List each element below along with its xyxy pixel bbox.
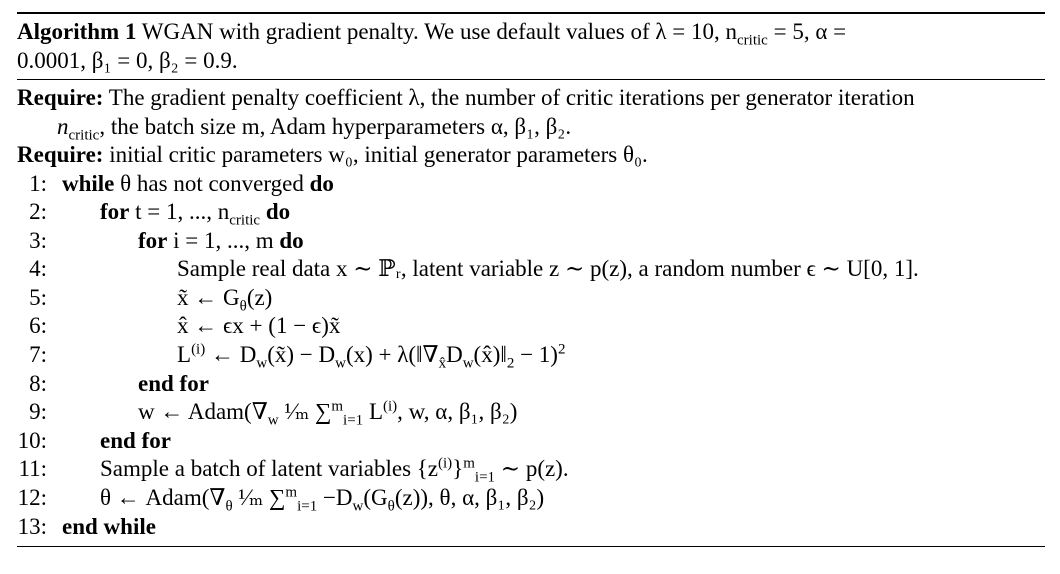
line-number: 9: xyxy=(29,399,47,425)
line-text: w ← Adam(∇ xyxy=(138,399,268,425)
line-sub: θ xyxy=(239,298,247,315)
line-sub: w xyxy=(256,355,268,372)
keyword-end-for: end for xyxy=(100,427,171,453)
algorithm-body xyxy=(17,80,1045,544)
keyword-do: do xyxy=(309,170,334,196)
line-sub: θ xyxy=(387,498,395,515)
line-sup: 2 xyxy=(557,341,566,358)
keyword-for: for xyxy=(138,227,168,253)
line-text: ← D xyxy=(205,342,257,368)
line-number: 8: xyxy=(29,370,47,396)
caption-title-rest: = 5, α = xyxy=(767,19,847,44)
line-sup: (i) xyxy=(191,341,206,358)
algo-line-11 xyxy=(17,455,1045,487)
line-sub: i=1 xyxy=(297,498,318,515)
bottom-rule xyxy=(17,546,1045,547)
line-content xyxy=(62,170,334,199)
line-text: x̂ ← ϵx + (1 − ϵ)x̃ xyxy=(177,313,341,339)
algorithm-caption xyxy=(17,14,1045,79)
line-number: 12: xyxy=(17,485,47,511)
line-number: 10: xyxy=(17,427,47,453)
algorithm-label: Algorithm 1 xyxy=(17,19,137,44)
line-sub: i=1 xyxy=(343,412,364,429)
line-number: 7: xyxy=(29,342,47,368)
line-content xyxy=(138,398,517,427)
algo-line-10 xyxy=(17,427,1045,456)
line-sup: (i) xyxy=(383,398,398,415)
algo-line-3 xyxy=(17,227,1045,256)
line-sup: m xyxy=(285,484,298,501)
line-content xyxy=(100,198,290,227)
algo-line-9 xyxy=(17,398,1045,427)
require-cont-rest: , the batch size m, Adam hyperparameters α, β₁, β₂. xyxy=(99,113,572,139)
line-content xyxy=(100,484,544,513)
keyword-end-for: end for xyxy=(138,370,209,396)
line-sup: (i) xyxy=(438,455,453,472)
algo-line-1 xyxy=(17,170,1045,199)
line-text: (x̃) − D xyxy=(267,342,336,368)
line-text: θ has not converged xyxy=(114,170,310,196)
line-sub: x̂ xyxy=(438,355,447,372)
line-text: (x) + λ(‖∇ xyxy=(345,342,439,368)
line-number: 4: xyxy=(29,256,47,282)
require-1 xyxy=(17,84,1045,144)
line-number: 11: xyxy=(18,456,47,482)
line-text: − 1) xyxy=(514,342,558,368)
line-text: ∼ p(z). xyxy=(495,456,569,482)
line-sub: w xyxy=(462,355,474,372)
line-text: D xyxy=(446,342,463,368)
line-number: 3: xyxy=(29,227,47,253)
require-text: The gradient penalty coefficient λ, the number of critic iterations per generator iteration xyxy=(103,85,915,110)
algo-line-2 xyxy=(17,198,1045,227)
algo-line-8 xyxy=(17,370,1045,399)
require-2 xyxy=(17,141,1045,170)
line-text: (z)), θ, α, β₁, β₂) xyxy=(394,485,545,511)
require-cont-sub: critic xyxy=(68,127,100,144)
line-sub: w xyxy=(335,355,346,372)
caption-title-sub: critic xyxy=(737,32,768,49)
line-text: −D xyxy=(317,485,353,511)
line-text: } xyxy=(452,456,464,482)
line-text: ¹⁄ₘ ∑ xyxy=(278,399,332,425)
line-number: 1: xyxy=(29,170,47,196)
line-text: (z) xyxy=(246,284,273,310)
line-sub: critic xyxy=(229,212,261,229)
caption-title-line2: 0.0001, β₁ = 0, β₂ = 0.9. xyxy=(17,48,238,73)
line-text: (x̂)‖ xyxy=(473,342,507,368)
caption-title: WGAN with gradient penalty. We use default values of λ = 10, n xyxy=(136,19,738,44)
line-number: 5: xyxy=(29,284,47,310)
line-text: L xyxy=(177,342,192,368)
algo-line-5 xyxy=(17,284,1045,313)
keyword-for: for xyxy=(100,199,130,225)
line-sup: m xyxy=(331,398,344,415)
line-text: ¹⁄ₘ ∑ xyxy=(232,485,286,511)
line-text: Sample real data x ∼ ℙᵣ, latent variable z ∼ p(z), a random number ϵ ∼ U[0, 1]. xyxy=(177,256,919,282)
line-sub: w xyxy=(352,498,364,515)
line-sub: i=1 xyxy=(474,470,496,487)
line-content xyxy=(177,341,565,370)
require-keyword: Require: xyxy=(17,142,104,167)
algo-line-12 xyxy=(17,484,1045,513)
line-content xyxy=(177,284,272,313)
line-text: , w, α, β₁, β₂) xyxy=(397,399,518,425)
keyword-do: do xyxy=(279,227,304,253)
line-number: 2: xyxy=(29,199,47,225)
line-text: L xyxy=(363,399,383,425)
require-cont-var: n xyxy=(57,113,69,139)
algo-line-4 xyxy=(17,255,1045,284)
line-text: θ ← Adam(∇ xyxy=(100,485,226,511)
line-sub: 2 xyxy=(506,355,515,372)
line-text: (G xyxy=(363,485,388,511)
keyword-while: while xyxy=(62,170,115,196)
require-continuation xyxy=(17,113,1045,142)
line-text: t = 1, ..., n xyxy=(129,199,230,225)
algo-line-7 xyxy=(17,341,1045,370)
require-text: initial critic parameters w₀, initial generator parameters θ₀. xyxy=(103,142,648,167)
line-text: x̃ ← G xyxy=(177,284,240,310)
line-content xyxy=(138,227,304,256)
line-sub: θ xyxy=(225,498,233,515)
line-text: Sample a batch of latent variables {z xyxy=(100,456,439,482)
line-content xyxy=(100,455,569,487)
keyword-end-while: end while xyxy=(62,513,156,539)
algorithm-box xyxy=(17,12,1045,547)
algo-line-6 xyxy=(17,312,1045,341)
line-number: 13: xyxy=(17,513,47,539)
line-number: 6: xyxy=(29,313,47,339)
line-text: i = 1, ..., m xyxy=(167,227,280,253)
require-keyword: Require: xyxy=(17,85,104,110)
keyword-do: do xyxy=(265,199,291,225)
line-sub: w xyxy=(267,412,279,429)
line-sup: m xyxy=(463,455,475,472)
algo-line-13 xyxy=(17,513,1045,542)
